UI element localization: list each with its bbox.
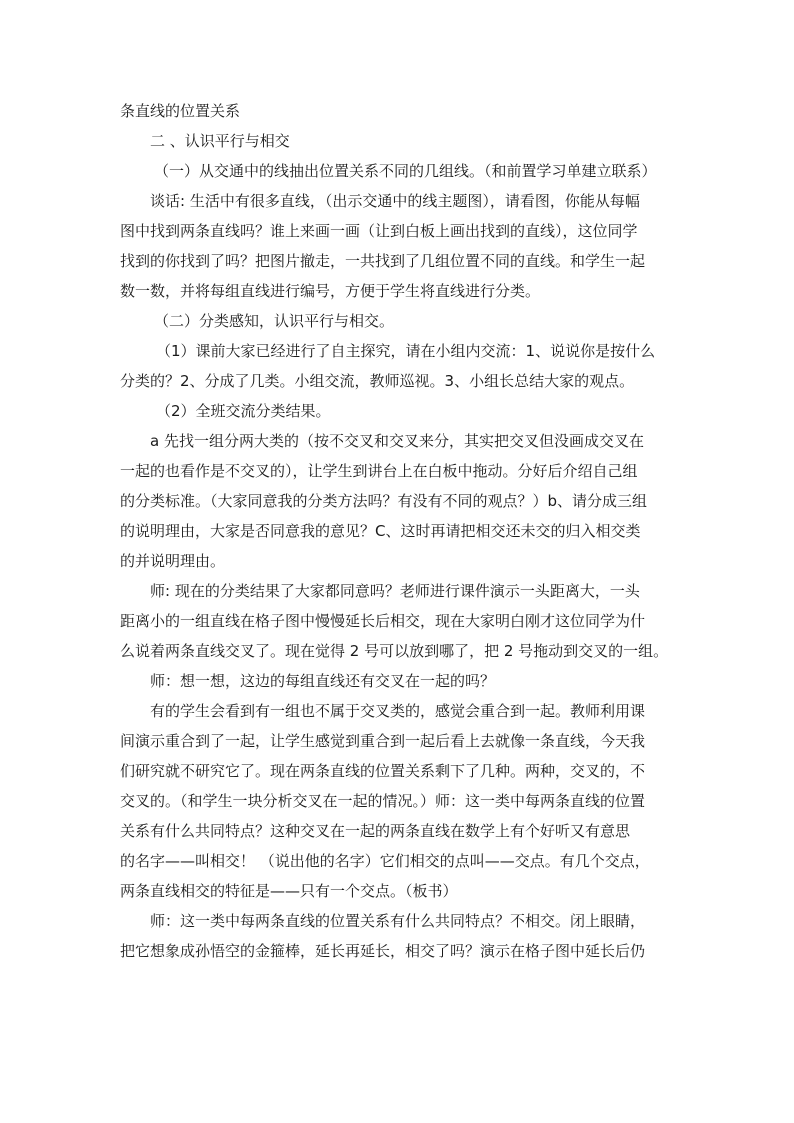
paragraph-line: 关系有什么共同特点？这种交叉在一起的两条直线在数学上有个好听又有意思 [120, 822, 631, 840]
section-heading: 二 、认识平行与相交 [150, 132, 290, 150]
paragraph-line: 么说着两条直线交叉了。现在觉得 2 号可以放到哪了，把 2 号拖动到交叉的一组。 [120, 642, 669, 660]
paragraph-line: 间演示重合到了一起，让学生感觉到重合到一起后看上去就像一条直线，今天我 [120, 732, 646, 750]
paragraph-line: 师：这一类中每两条直线的位置关系有什么共同特点？不相交。闭上眼睛， [150, 912, 646, 930]
paragraph-line: 有的学生会看到有一组也不属于交叉类的，感觉会重合到一起。教师利用课 [150, 702, 646, 720]
paragraph-line: 师：想一想，这边的每组直线还有交叉在一起的吗？ [150, 672, 496, 690]
paragraph-line: 找到的你找到了吗？把图片撤走，一共找到了几组位置不同的直线。和学生一起 [120, 252, 646, 270]
paragraph-line: 的并说明理由。 [120, 552, 226, 570]
paragraph-line: 图中找到两条直线吗？谁上来画一画（让到白板上画出找到的直线），这位同学 [120, 222, 638, 240]
paragraph-line: 谈话: 生活中有很多直线，（出示交通中的线主题图），请看图，你能从每幅 [150, 192, 640, 210]
paragraph-line: a 先找一组分两大类的（按不交叉和交叉来分，其实把交叉但没画成交叉在 [150, 432, 644, 450]
paragraph-line: 的名字——叫相交！ （说出他的名字）它们相交的点叫——交点。有几个交点， [120, 852, 650, 870]
subsection-heading: （一）从交通中的线抽出位置关系不同的几组线。（和前置学习单建立联系） [154, 162, 657, 180]
paragraph-line: 一起的也看作是不交叉的），让学生到讲台上在白板中拖动。分好后介绍自己组 [120, 462, 638, 480]
subsection-heading: （二）分类感知，认识平行与相交。 [154, 312, 395, 330]
paragraph-line: （1）课前大家已经进行了自主探究，请在小组内交流：1、说说你是按什么 [156, 342, 656, 360]
paragraph-line: 师: 现在的分类结果了大家都同意吗？老师进行课件演示一头距离大，一头 [150, 582, 640, 600]
paragraph-line: 距离小的一组直线在格子图中慢慢延长后相交，现在大家明白刚才这位同学为什 [120, 612, 646, 630]
paragraph-line: 们研究就不研究它了。现在两条直线的位置关系剩下了几种。两种，交叉的，不 [120, 762, 646, 780]
paragraph-line: （2）全班交流分类结果。 [156, 402, 331, 420]
paragraph-line: 分类的？2、分成了几类。小组交流，教师巡视。3、小组长总结大家的观点。 [120, 372, 635, 390]
paragraph-line: 的说明理由，大家是否同意我的意见？C、这时再请把相交还未交的归入相交类 [120, 522, 641, 540]
paragraph-line: 把它想象成孙悟空的金箍棒，延长再延长，相交了吗？演示在格子图中延长后仍 [120, 942, 646, 960]
paragraph-line: 两条直线相交的特征是——只有一个交点。（板书） [120, 882, 458, 900]
document-body [120, 96, 678, 966]
paragraph-line: 的分类标准。（大家同意我的分类方法吗？有没有不同的观点？）b、请分成三组 [120, 492, 648, 510]
text-line: 条直线的位置关系 [120, 102, 241, 120]
paragraph-line: 交叉的。（和学生一块分析交叉在一起的情况。）师：这一类中每两条直线的位置 [120, 792, 646, 810]
paragraph-line: 数一数，并将每组直线进行编号，方便于学生将直线进行分类。 [120, 282, 541, 300]
